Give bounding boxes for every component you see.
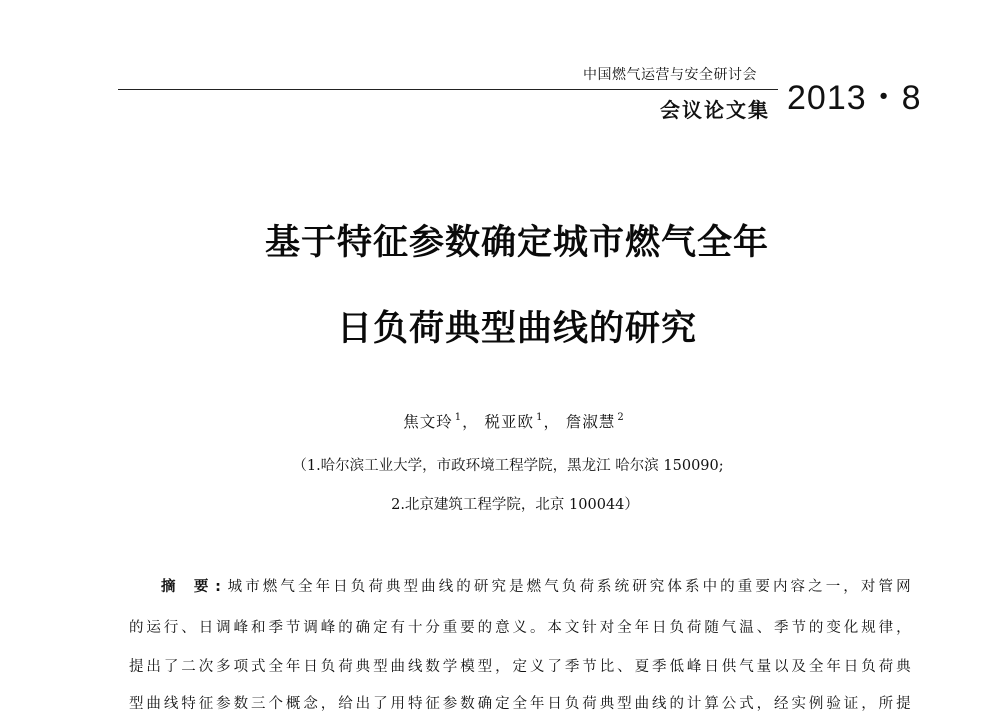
affiliation-line-1: （1.哈尔滨工业大学，市政环境工程学院，黑龙江 哈尔滨 150090; bbox=[292, 458, 724, 474]
author-name: 焦文玲 bbox=[403, 413, 453, 431]
paper-title-line-1: 基于特征参数确定城市燃气全年 bbox=[264, 223, 769, 263]
header-issue-number: 2013・8 bbox=[787, 79, 922, 117]
abstract-line: 摘 要:城市燃气全年日负荷典型曲线的研究是燃气负荷系统研究体系中的重要内容之一，对管网 bbox=[161, 579, 911, 595]
abstract-text: 城市燃气全年日负荷典型曲线的研究是燃气负荷系统研究体系中的重要内容之一，对管网 bbox=[224, 579, 911, 595]
author-name: 税亚欧 bbox=[484, 413, 535, 431]
author-name: 詹淑慧 bbox=[565, 413, 616, 431]
paper-title-line-2: 日负荷典型曲线的研究 bbox=[336, 309, 697, 349]
header-proceedings-label: 会议论文集 bbox=[660, 98, 770, 122]
abstract-line: 型曲线特征参数三个概念，给出了用特征参数确定全年日负荷典型曲线的计算公式，经实例验证，所提 bbox=[129, 696, 911, 711]
affiliation-line-2: 2.北京建筑工程学院，北京 100044） bbox=[391, 497, 639, 513]
author-affiliation-mark: 1 bbox=[536, 412, 544, 423]
author-affiliation-mark: 1 bbox=[454, 412, 463, 423]
abstract-line: 的运行、日调峰和季节调峰的确定有十分重要的意义。本文针对全年日负荷随气温、季节的变化规律， bbox=[129, 620, 911, 636]
abstract-label: 摘 要 bbox=[161, 579, 216, 595]
abstract-line: 提出了二次多项式全年日负荷典型曲线数学模型，定义了季节比、夏季低峰日供气量以及全年日负荷典 bbox=[129, 659, 911, 675]
header-rule bbox=[118, 89, 778, 90]
author-list: 焦文玲 $^1$， 税亚欧 $^1$， 詹淑慧 $^2$ bbox=[403, 412, 625, 431]
header-conference-name: 中国燃气运营与安全研讨会 bbox=[583, 67, 757, 83]
author-affiliation-mark: 2 bbox=[617, 412, 625, 423]
